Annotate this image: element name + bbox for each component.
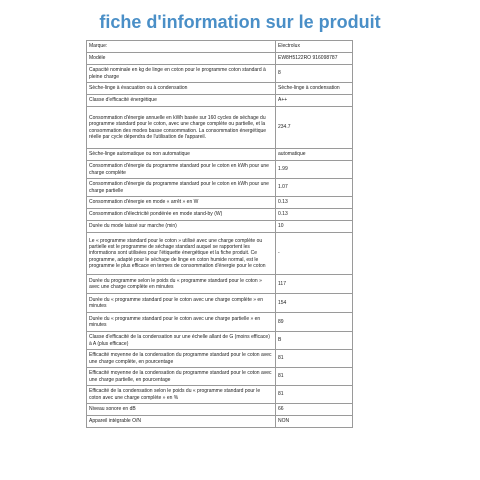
row-value: automatique xyxy=(276,149,353,161)
row-value: 81 xyxy=(276,368,353,386)
table-row xyxy=(87,275,353,294)
table-row xyxy=(87,368,353,386)
row-value: - xyxy=(276,233,353,275)
row-label: Consommation d'énergie en mode « arrêt » en W xyxy=(87,197,276,209)
row-label: Durée du programme selon le poids du « programme standard pour le coton » avec une charge complète en minutes xyxy=(87,275,276,294)
row-label: Consommation d'énergie annuelle en kWh basée sur 160 cycles de séchage du programme standard pour le coton, avec une charge complète ou partielle, et la consommation des modes basse consommation. La consommation énergétique réelle par cycle dépendra de l'utilisation de l'appareil. xyxy=(87,107,276,149)
table-row xyxy=(87,350,353,368)
row-value: 66 xyxy=(276,404,353,416)
table-row xyxy=(87,386,353,404)
row-label: Classe d'efficacité de la condensation sur une échelle allant de G (moins efficace) à A (plus efficace) xyxy=(87,332,276,350)
row-label: Efficacité moyenne de la condensation du programme standard pour le coton avec une charge complète, en pourcentage xyxy=(87,350,276,368)
row-label: Capacité nominale en kg de linge en coton pour le programme coton standard à pleine charge xyxy=(87,65,276,83)
row-value: Sèche-linge à condensation xyxy=(276,83,353,95)
row-value: 81 xyxy=(276,350,353,368)
page-title: fiche d'information sur le produit xyxy=(99,12,381,32)
row-value: EW8H5122RO 916098787 xyxy=(276,53,353,65)
table-row xyxy=(87,53,353,65)
row-value: A++ xyxy=(276,95,353,107)
product-info-table xyxy=(86,40,353,428)
table-row xyxy=(87,161,353,179)
row-label: Consommation d'électricité pondérée en mode stand-by (W) xyxy=(87,209,276,221)
row-value: 8 xyxy=(276,65,353,83)
row-value: 1.07 xyxy=(276,179,353,197)
table-row xyxy=(87,416,353,428)
table-row xyxy=(87,95,353,107)
table-row xyxy=(87,107,353,149)
row-value: 234.7 xyxy=(276,107,353,149)
row-value: 89 xyxy=(276,313,353,332)
row-value: 154 xyxy=(276,294,353,313)
row-label: Modèle xyxy=(87,53,276,65)
table-row xyxy=(87,221,353,233)
table-row xyxy=(87,313,353,332)
row-value: 1.99 xyxy=(276,161,353,179)
row-label: Consommation d'énergie du programme standard pour le coton en kWh pour une charge complète xyxy=(87,161,276,179)
table-row xyxy=(87,197,353,209)
table-row xyxy=(87,179,353,197)
row-label: Efficacité moyenne de la condensation du programme standard pour le coton avec une charge partielle, en pourcentage xyxy=(87,368,276,386)
row-label: Efficacité de la condensation selon le poids du « programme standard pour le coton avec une charge complète » en % xyxy=(87,386,276,404)
row-label: Niveau sonore en dB xyxy=(87,404,276,416)
row-label: Marque: xyxy=(87,41,276,53)
table-row xyxy=(87,41,353,53)
row-value: Electrolux xyxy=(276,41,353,53)
row-value: B xyxy=(276,332,353,350)
row-label: Durée du mode laissé sur marche (min) xyxy=(87,221,276,233)
table-row xyxy=(87,294,353,313)
row-label: Le « programme standard pour le coton » utilisé avec une charge complète ou partielle est le programme de séchage standard auquel se rapportent les informations sont utilisées pour l'étiquette énergétique et la fiche produit. Ce programme, adapté pour le séchage de linge en coton humide normal, est le programme le plus efficace en termes de consommation d'énergie pour le coton xyxy=(87,233,276,275)
row-label: Durée du « programme standard pour le coton avec une charge partielle » en minutes xyxy=(87,313,276,332)
table-row xyxy=(87,404,353,416)
row-label: Sèche-linge automatique ou non automatique xyxy=(87,149,276,161)
row-value: 10 xyxy=(276,221,353,233)
table-row xyxy=(87,149,353,161)
row-label: Consommation d'énergie du programme standard pour le coton en kWh pour une charge partielle xyxy=(87,179,276,197)
row-label: Sèche-linge à évacuation ou à condensation xyxy=(87,83,276,95)
row-value: 0.13 xyxy=(276,209,353,221)
row-value: 81 xyxy=(276,386,353,404)
table-row xyxy=(87,233,353,275)
table-row xyxy=(87,332,353,350)
row-label: Durée du « programme standard pour le coton avec une charge complète » en minutes xyxy=(87,294,276,313)
table-row xyxy=(87,209,353,221)
row-label: Classe d'efficacité énergétique xyxy=(87,95,276,107)
row-value: 117 xyxy=(276,275,353,294)
row-value: 0.13 xyxy=(276,197,353,209)
row-label: Appareil intégrable O/N xyxy=(87,416,276,428)
row-value: NON xyxy=(276,416,353,428)
table-row xyxy=(87,65,353,83)
table-row xyxy=(87,83,353,95)
